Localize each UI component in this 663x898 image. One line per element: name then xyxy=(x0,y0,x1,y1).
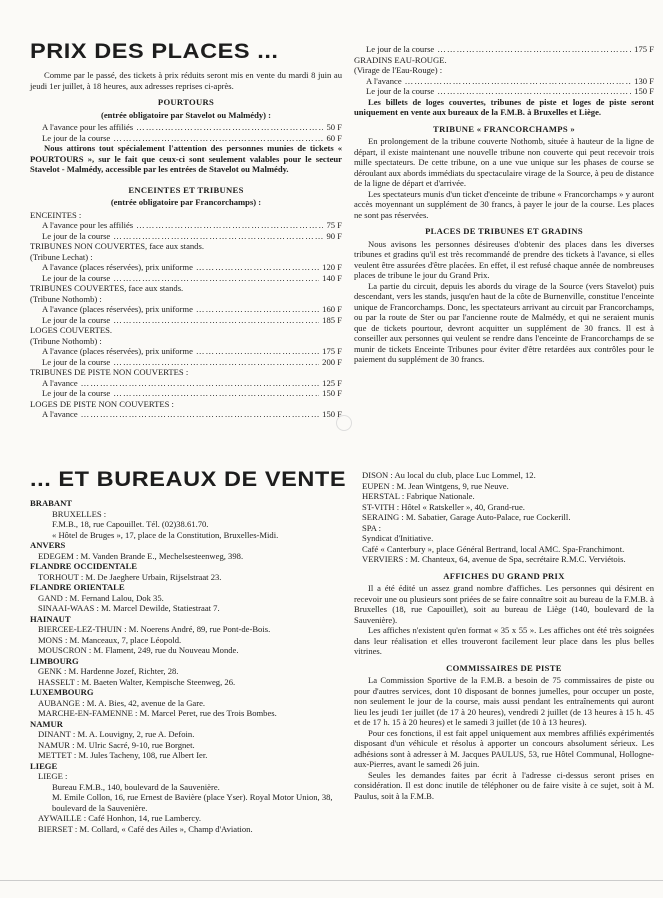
prix-heading: PRIX DES PLACES ... xyxy=(30,40,279,63)
office-entry: NAMUR : M. Ulric Sacré, 9-10, rue Borgnet. xyxy=(38,739,195,750)
region-heading: NAMUR xyxy=(30,718,63,729)
prix-intro: Comme par le passé, des tickets à prix réduits seront mis en vente du mardi 8 juin au jeudi 1er juillet, à 18 heures, aux adresses reprises ci-après. xyxy=(30,70,342,91)
tnc-lechat-label: TRIBUNES NON COUVERTES, face aux stands. xyxy=(30,241,204,251)
bureaux-list-right xyxy=(354,470,654,565)
commissaires-paragraph: La Commission Sportive de la F.M.B. a besoin de 75 commissaires de piste ou pour d'autres services, dont 10 disposant de bonnes jumelles, pour occuper un poste, non seulement le jour de la course, mais aussi pendant les entraînements qui auront lieu les jeudi 1er juillet (de 17 à 20 heures), vendredi 2 juillet (de 13 heures à 15 h. 45 et de 17 h. 15 à 20 heures) et le samedi 3 juillet (de 10 à 13 heures). xyxy=(354,675,654,727)
price-line: A l'avance (places réservées), prix uniforme …………………………………………………………………………………………………………………… 175 F xyxy=(30,346,342,357)
places-paragraph: Nous avisons les personnes désireuses d'obtenir des places dans les diverses tribunes et gradins qu'il est très recommandé de prendre des tickets à l'avance, si elles veulent être assurées d'être placées. En effet, il est refusé chaque année de nombreuses places de tribune le jour du Grand Prix. xyxy=(354,238,654,280)
bureaux-heading: ... ET BUREAUX DE VENTE xyxy=(30,468,347,491)
enceintes-title: ENCEINTES ET TRIBUNES xyxy=(128,184,244,195)
office-entry: HERSTAL : Fabrique Nationale. xyxy=(362,491,475,501)
prix-continued xyxy=(354,44,654,365)
price-line: A l'avance (places réservées), prix uniforme …………………………………………………………………………………………………………………… 120 F xyxy=(30,262,342,273)
office-entry: TORHOUT : M. De Jaeghere Urbain, Rijselstraat 23. xyxy=(38,571,222,582)
office-entry: HASSELT : M. Baeten Walter, Kempische Steenweg, 26. xyxy=(38,676,236,687)
region-heading: HAINAUT xyxy=(30,613,71,624)
office-entry: AYWAILLE : Café Honhon, 14, rue Lambercy. xyxy=(38,813,202,823)
office-entry: GAND : M. Fernand Lalou, Dok 35. xyxy=(38,592,164,603)
price-line: Le jour de la course …………………………………………………………………………………………………………………… 185 F xyxy=(30,315,342,326)
office-entry: DINANT : M. A. Louvigny, 2, rue A. Defoin. xyxy=(38,729,195,739)
loges-note: Les billets de loges couvertes, tribunes de piste et loges de piste seront uniquement en vente aux bureaux de la F.M.B. à Bruxelles et Liège. xyxy=(354,96,654,117)
enceintes-label: ENCEINTES : xyxy=(30,209,82,220)
price-line: Le jour de la course …………………………………………………………………………………………………………………… 60 F xyxy=(30,133,342,144)
bureaux-section xyxy=(30,468,347,834)
price-line: A l'avance pour les affiliés …………………………………………………………………………………………………………………… 50 F xyxy=(30,122,342,133)
prix-section xyxy=(30,40,342,420)
gradins-sub: (Virage de l'Eau-Rouge) : xyxy=(354,65,443,75)
tribune-paragraph: Les spectateurs munis d'un ticket d'enceinte de tribune « Francorchamps » y auront accès moyennant un supplément de 30 francs, à payer le jour de la course. Les places ne sont pas réservées. xyxy=(354,188,654,220)
tribune-paragraph: En prolongement de la tribune couverte Nothomb, située à hauteur de la ligne de départ, il existe maintenant une nouvelle tribune non couverte qui peut recevoir trois mille spectateurs. De cette tribune, on a une vue unique sur les phases de course se déroulant aux abords immédiats du spectaculaire virage de la Source, à peu de distance de la ligne de départ et d'arrivée. xyxy=(354,136,654,188)
office-entry: LIEGE : xyxy=(38,771,68,781)
tpnc-label: TRIBUNES DE PISTE NON COUVERTES : xyxy=(30,367,189,377)
office-entry: Syndicat d'Initiative. xyxy=(362,533,434,543)
affiches-paragraph: Les affiches n'existent qu'en format « 35 x 55 ». Les affiches ont été très soignées dans leur réalisation et elles trouveront facilement leur place dans les plus belles vitrines. xyxy=(354,625,654,656)
office-entry: EUPEN : M. Jean Wintgens, 9, rue Neuve. xyxy=(362,480,509,491)
bureaux-list xyxy=(30,498,342,834)
office-entry: MOUSCRON : M. Flament, 249, rue du Nouveau Monde. xyxy=(38,645,239,655)
tnc-lechat-sub: (Tribune Lechat) : xyxy=(30,251,93,262)
commissaires-title: COMMISSAIRES DE PISTE xyxy=(446,662,562,673)
office-entry: Bureau F.M.B., 140, boulevard de la Sauvenière. xyxy=(52,781,220,792)
office-entry: DISON : Au local du club, place Luc Lommel, 12. xyxy=(362,470,536,480)
tribune-francorchamps-title: TRIBUNE « FRANCORCHAMPS » xyxy=(433,123,575,134)
office-entry: SERAING : M. Sabatier, Garage Auto-Palace, rue Cockerill. xyxy=(362,512,571,522)
price-line: Le jour de la course …………………………………………………………………………………………………………………… 200 F xyxy=(30,357,342,368)
affiches-paragraph: Il a été édité un assez grand nombre d'affiches. Les personnes qui désirent en recevoir une ou plusieurs sont priées de se faire connaître soit au bureau de la F.M.B. à Bruxelles (18, rue Capouillet), soit au bureau de Liège (140, boulevard de la Sauvenière). xyxy=(354,583,654,625)
places-title: PLACES DE TRIBUNES ET GRADINS xyxy=(425,226,583,236)
price-line: Le jour de la course …………………………………………………………………………………………………………………… 150 F xyxy=(354,86,654,97)
bureaux-continued xyxy=(354,470,654,801)
office-entry: EDEGEM : M. Vanden Brande E., Mechelsesteenweg, 398. xyxy=(38,550,244,561)
price-line: A l'avance pour les affiliés …………………………………………………………………………………………………………………… 75 F xyxy=(30,220,342,231)
office-entry: ST-VITH : Hôtel « Ratskeller », 40, Grand-rue. xyxy=(362,501,525,512)
office-entry: BIERSET : M. Collard, « Café des Ailes », Champ d'Aviation. xyxy=(38,823,253,834)
region-heading: BRABANT xyxy=(30,498,73,508)
region-heading: ANVERS xyxy=(30,540,66,550)
price-line: Le jour de la course …………………………………………………………………………………………………………………… 140 F xyxy=(30,273,342,284)
office-entry: F.M.B., 18, rue Capouillet. Tél. (02)38.61.70. xyxy=(52,519,209,529)
commissaires-paragraph: Seules les demandes faites par écrit à l'adresse ci-dessus seront prises en considération. Il est donc inutile de téléphoner ou de faire visite à ce sujet, soit à M. Paulus, soit à la F.M.B. xyxy=(354,769,654,801)
office-entry: SPA : xyxy=(362,522,382,533)
price-line: A l'avance (places réservées), prix uniforme …………………………………………………………………………………………………………………… 160 F xyxy=(30,304,342,315)
region-heading: LIMBOURG xyxy=(30,655,79,666)
tc-nothomb-sub: (Tribune Nothomb) : xyxy=(30,293,102,304)
price-line: A l'avance …………………………………………………………………………………………………………………… 130 F xyxy=(354,76,654,87)
affiches-title: AFFICHES DU GRAND PRIX xyxy=(443,570,565,581)
office-entry: BIERCEE-LEZ-THUIN : M. Noerens André, 89, rue Pont-de-Bois. xyxy=(38,624,271,634)
loges-sub: (Tribune Nothomb) : xyxy=(30,335,102,346)
gradins-label: GRADINS EAU-ROUGE. xyxy=(354,54,447,65)
commissaires-paragraph: Pour ces fonctions, il est fait appel uniquement aux membres affiliés expérimentés disposant d'un véhicule et résolus à apporter un concours absolument sérieux. Les adhésions sont à adresser à M. Jacques PAULUS, 53, rue Hôtel Communal, Hollogne-aux-Pierres, avant le samedi 26 juin. xyxy=(354,727,654,769)
region-heading: LIEGE xyxy=(30,760,58,771)
loges-label: LOGES COUVERTES. xyxy=(30,325,113,335)
price-line: Le jour de la course …………………………………………………………………………………………………………………… 175 F xyxy=(354,44,654,55)
office-entry: METTET : M. Jules Tacheny, 108, rue Albert Ier. xyxy=(38,750,208,760)
office-entry: SINAAI-WAAS : M. Marcel Dewilde, Statiestraat 7. xyxy=(38,603,220,613)
office-entry: VERVIERS : M. Chanteux, 64, avenue de Spa, secrétaire R.M.C. Verviétois. xyxy=(362,554,626,564)
office-entry: AUBANGE : M. A. Bies, 42, avenue de la Gare. xyxy=(38,697,206,708)
region-heading: FLANDRE OCCIDENTALE xyxy=(30,561,138,571)
price-line: A l'avance …………………………………………………………………………………………………………………… 150 F xyxy=(30,409,342,420)
office-entry: M. Emile Collon, 16, rue Ernest de Bavière (place Yser). Royal Motor Union, 38, boulevard de la Sauvenière. xyxy=(52,792,333,813)
pourtours-title: POURTOURS xyxy=(157,97,215,107)
lpnc-label: LOGES DE PISTE NON COUVERTES : xyxy=(30,398,174,409)
watermark-stamp xyxy=(336,415,352,431)
office-entry: BRUXELLES : xyxy=(52,508,107,519)
office-entry: « Hôtel de Bruges », 17, place de la Constitution, Bruxelles-Midi. xyxy=(52,529,279,540)
tc-nothomb-label: TRIBUNES COUVERTES, face aux stands. xyxy=(30,283,184,293)
price-line: Le jour de la course …………………………………………………………………………………………………………………… 150 F xyxy=(30,388,342,399)
region-heading: LUXEMBOURG xyxy=(30,687,94,697)
office-entry: MONS : M. Manceaux, 7, place Léopold. xyxy=(38,634,182,645)
page-bottom-rule xyxy=(0,880,663,881)
office-entry: Café « Canterbury », place Général Bertrand, local AMC. Spa-Franchimont. xyxy=(362,543,625,554)
office-entry: MARCHE-EN-FAMENNE : M. Marcel Peret, rue des Trois Bombes. xyxy=(38,708,277,718)
pourtours-subtitle: (entrée obligatoire par Stavelot ou Malmédy) : xyxy=(100,109,272,120)
enceintes-subtitle: (entrée obligatoire par Francorchamps) : xyxy=(110,197,262,207)
price-line: Le jour de la course …………………………………………………………………………………………………………………… 90 F xyxy=(30,231,342,242)
pourtours-note: Nous attirons tout spécialement l'attention des personnes munies de tickets « POURTOURS », sur le fait que ceux-ci sont seulement valables pour le secteur Stavelot - Malmédy, accessible par les entrées de Stavelot ou Malmédy. xyxy=(30,143,342,174)
region-heading: FLANDRE ORIENTALE xyxy=(30,582,125,592)
office-entry: GENK : M. Hardenne Jozef, Richter, 28. xyxy=(38,666,179,676)
price-line: A l'avance …………………………………………………………………………………………………………………… 125 F xyxy=(30,378,342,389)
places-paragraph: La partie du circuit, depuis les abords du virage de la Source (vers Stavelot) puis descendant, vers les stands, jusqu'en haut de la côte de Burnenville, constitue l'enceinte unique de Francorchamps. Donc, les spectateurs arrivant au circuit par Francorchamps, ou par la route de Ster ou par l'ancienne route de Malmédy, et qui ne seraient munis que de tickets pourtour, devront acquitter un supplément de 30 francs. Il est à conseiller aux personnes qui veulent se rendre dans l'enceinte de Francorchamps de se munir de tickets Enceinte Tribunes pour éviter d'être retardées aux contrôles pour le paiement du supplément de 30 francs. xyxy=(354,280,654,364)
